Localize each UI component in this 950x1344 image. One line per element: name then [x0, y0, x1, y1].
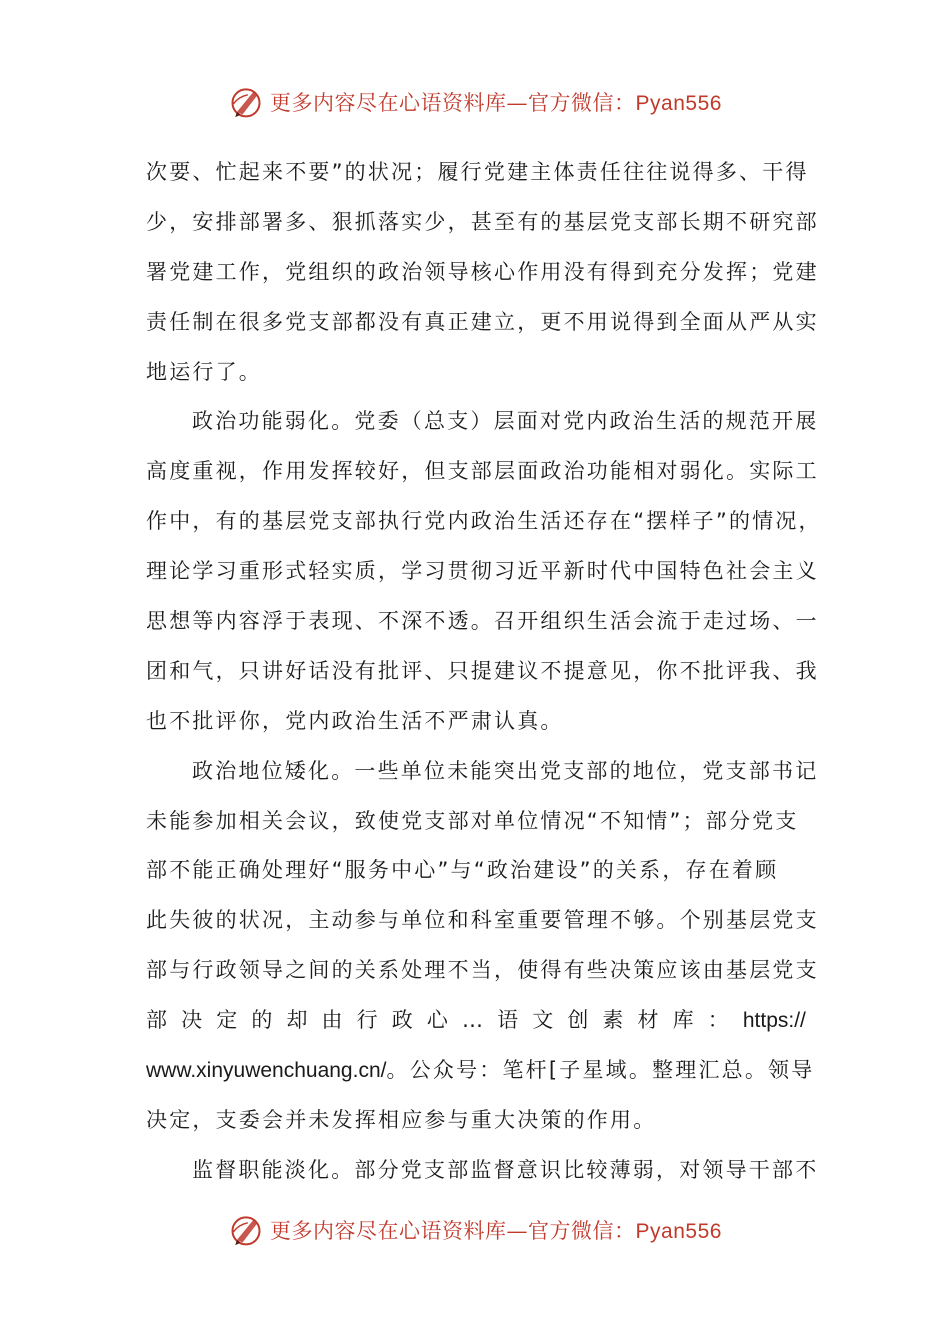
- text-line: 团和气，只讲好话没有批评、只提建议不提意见，你不批评我、我: [146, 658, 819, 683]
- text-line: 未能参加相关会议，致使党支部对单位情况“不知情”；部分党支: [146, 808, 799, 833]
- watermark-id: Pyan556: [635, 92, 722, 115]
- url-text: www.xinyuwenchuang.cn/: [146, 1059, 387, 1083]
- justified-text-line: [146, 996, 806, 1046]
- text-line: 署党建工作，党组织的政治领导核心作用没有得到充分发挥；党建: [146, 259, 819, 284]
- text-line: 少，安排部署多、狠抓落实少，甚至有的基层党支部长期不研究部: [146, 209, 819, 234]
- url-prefix: https://: [742, 1009, 806, 1033]
- text-line: 此失彼的状况，主动参与单位和科室重要管理不够。个别基层党支: [146, 908, 819, 933]
- char: …: [461, 1008, 483, 1033]
- char: 创: [567, 1008, 589, 1033]
- char: 定: [216, 1008, 238, 1033]
- text-line: 作中，有的基层党支部执行党内政治生活还存在“摆样子”的情况，: [146, 509, 822, 534]
- char: 素: [602, 1008, 624, 1033]
- pen-logo-icon: [228, 1212, 264, 1248]
- text-line: 部不能正确处理好“服务中心”与“政治建设”的关系，存在着顾: [146, 858, 779, 883]
- watermark-id: Pyan556: [635, 1220, 722, 1243]
- text-line: 责任制在很多党支部都没有真正建立，更不用说得到全面从严从实: [146, 309, 819, 334]
- char: ：: [707, 1008, 729, 1033]
- text-line: 决定，支委会并未发挥相应参与重大决策的作用。: [146, 1107, 657, 1132]
- char: 决: [181, 1008, 203, 1033]
- char: 的: [251, 1008, 273, 1033]
- char: 却: [286, 1008, 308, 1033]
- header-watermark: [0, 80, 950, 124]
- char: 材: [637, 1008, 659, 1033]
- char: 部: [146, 1008, 167, 1033]
- char: 由: [321, 1008, 343, 1033]
- char: 政: [391, 1008, 413, 1033]
- text-line: 监督职能淡化。部分党支部监督意识比较薄弱，对领导干部不: [192, 1157, 819, 1182]
- text-line: 次要、忙起来不要”的状况；履行党建主体责任往往说得多、干得: [146, 160, 809, 184]
- text-line: 理论学习重形式轻实质，学习贯彻习近平新时代中国特色社会主义: [146, 559, 819, 584]
- char: 行: [356, 1008, 378, 1033]
- text-line: 部与行政领导之间的关系处理不当，使得有些决策应该由基层党支: [146, 958, 819, 983]
- text-line: 高度重视，作用发挥较好，但支部层面政治功能相对弱化。实际工: [146, 459, 819, 484]
- document-body: [146, 148, 822, 1196]
- text-line: [146, 1046, 815, 1096]
- text-line: 地运行了。: [146, 359, 262, 384]
- text-line: 也不批评你，党内政治生活不严肃认真。: [146, 708, 564, 733]
- char: 语: [497, 1008, 519, 1033]
- pen-logo-icon: [228, 84, 264, 120]
- text-line: 思想等内容浮于表现、不深不透。召开组织生活会流于走过场、一: [146, 609, 819, 634]
- char: 文: [532, 1008, 554, 1033]
- watermark-text: 更多内容尽在心语资料库—官方微信：Pyan556: [270, 1219, 722, 1243]
- footer-watermark: [0, 1208, 950, 1252]
- text-line: 政治功能弱化。党委（总支）层面对党内政治生活的规范开展: [192, 409, 819, 434]
- text-line: 政治地位矮化。一些单位未能突出党支部的地位，党支部书记: [192, 758, 819, 783]
- char: 库: [672, 1008, 694, 1033]
- char: 心: [426, 1008, 448, 1033]
- text-span: 。公众号：笔杆[子星域。整理汇总。领导: [386, 1058, 815, 1083]
- watermark-text: 更多内容尽在心语资料库—官方微信：Pyan556: [270, 91, 722, 115]
